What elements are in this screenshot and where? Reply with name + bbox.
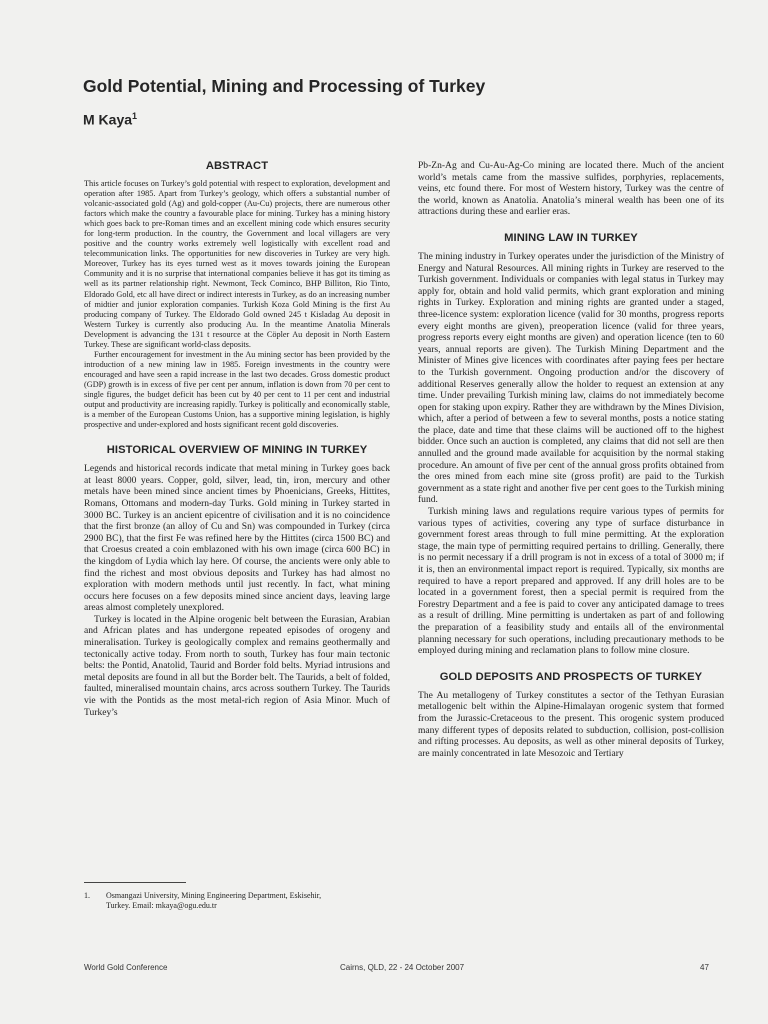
left-column [84,160,390,718]
body-paragraph: Legends and historical records indicate that metal mining in Turkey goes back at least 8000 years. Copper, gold, silver, lead, tin, iron, mercury and other metals have been mined since ancient times by Phoenicians, Greeks, Hittites, Romans, Ottomans and modern-day Turks. Gold mining in Turkey started in 3000 BC. Turkey is an ancient epicentre of civilisation and it is no coincidence that the first bronze (an alloy of Cu and Sn) was compounded in Turkey (circa 2900 BC), that the first Fe was refined here by the Hittites (circa 1500 BC) and that Croesus created a coin emblazoned with his own image (circa 600 BC) in the kingdom of Lydia which lay here. Of course, the ancients were only able to find the richest and most obvious deposits and Turkey has had almost no exploration with modern methods until just recently. In fact, what mining occurs here focuses on a few deposits mined since ancient days, leaving large areas almost completely unexplored. [84,463,390,614]
gold-deposits-heading: GOLD DEPOSITS AND PROSPECTS OF TURKEY [439,670,703,683]
paper-title: Gold Potential, Mining and Processing of Turkey [83,76,486,96]
body-paragraph: Turkey is located in the Alpine orogenic belt between the Eurasian, Arabian and African plates and has undergone repeated episodes of orogeny and mineralisation. Turkey is geologically complex and remains geothermally and tectonically active today. From north to south, Turkey has four main tectonic belts: the Pontid, Anatolid, Taurid and Border fold belts. Myriad intrusions and metal deposits are found in all but the Border belt. The Taurids, a belt of folded, faulted, mineralised mountain chains, arcs across southern Turkey. The Taurids vie with the Pontids as the most metal-rich region of Asia Minor. Much of Turkey’s [84,613,390,718]
footnote-text: Turkey. Email: mkaya@ogu.edu.tr [106,901,217,910]
footer-location-date: Cairns, QLD, 22 - 24 October 2007 [340,963,465,972]
body-paragraph: Pb-Zn-Ag and Cu-Au-Ag-Co mining are located there. Much of the ancient world’s metals came from the massive sulfides, porphyries, replacements, veins, etc found there. For most of Western history, Turkey was the centre of the world, known as Anatolia. Anatolia’s mineral wealth has been one of its attractions during these and earlier eras. [418,160,724,218]
footnote-number: 1. [84,891,90,900]
author-affiliation-marker: 1 [132,111,138,121]
abstract-heading: ABSTRACT [205,160,269,172]
right-column [418,160,724,759]
body-paragraph: The Au metallogeny of Turkey constitutes a sector of the Tethyan Eurasian metallogenic belt within the Alpine-Himalayan orogenic system that formed from the Jurassic-Cretaceous to the present. This orogenic system produced many different types of deposits related to subduction, collision, post-collision and rifting processes. Au deposits, as well as other mineral deposits of Turkey, are mainly concentrated in late Mesozoic and Tertiary [418,689,724,759]
footnote-line [84,901,384,911]
body-paragraph: Turkish mining laws and regulations require various types of permits for various types of activities, covering any type of surface disturbance in government forest areas through to full mine permitting. At the exploration stage, the main type of permitting required pertains to drilling. Generally, there is no permit necessary if a drill program is not in excess of a total of 3000 m; if it is, then an environmental impact report is required. Typically, six months are required to have a report prepared and approved. If any drill holes are to be located in a government forest, then a special permit is required from the Forestry Department and a fee is paid to cover any anticipated damage to trees as a result of drilling. Mine permitting is undertaken as part of and following the preparation of a feasibility study and entails all of the environmental planning necessary for such operations, including precautionary methods to be employed during mining and reclamation plans to follow mine closure. [418,506,724,657]
footnote-divider [84,882,186,883]
author [83,111,137,128]
abstract-paragraph: This article focuses on Turkey’s gold potential with respect to exploration, development and operation after 1985. Apart from Turkey’s geology, which offers a substantial number of volcanic-associated gold (Ag) and gold-copper (Au-Cu) projects, there are numerous other factors which make the country a favourable place for mining. Turkey has a mining history which goes back to pre-Roman times and an excellent mining code which ensures security for long-term production. In the country, the Government and local villagers are very positive and the country works extremely well logistically with excellent road and telecommunication links. The opportunities for new discoveries in Turkey are very high. Moreover, Turkey has its eyes turned west as it moves towards joining the European Community and it is no surprise that international companies believe it has got its timing as well as its partner relationship right. Newmont, Teck Cominco, BHP Billiton, Rio Tinto, Eldorado Gold, etc all have direct or indirect interests in Turkey, as do an increasing number of midtier and junior exploration companies. Turkish Koza Gold Mining is the first Au producing company of Turkey. The Eldorado Gold owned 245 t Kisladag Au deposit in Western Turkey is currently also producing Au. In the meantime Anatolia Minerals Development is advancing the 131 t resource at the Cöpler Au deposit in North Eastern Turkey. These are significant world-class deposits. [84,179,390,349]
abstract-section [84,160,390,430]
continued-section [418,160,724,218]
abstract-paragraph: Further encouragement for investment in the Au mining sector has been provided by the introduction of a new mining law in 1985. Foreign investments in the country were encouraged and have seen a rapid increase in the last two decades. Gross domestic product (GDP) growth is in excess of five per cent per annum, inflation is down from 70 per cent to single figures, the budget deficit has been cut by 40 per cent to 11 per cent and industrial output and productivity are increasing rapidly. Turkey is politically and economically stable, is a member of the European Customs Union, has a supportive mining legislation, is highly prospective and under-explored and hosts significant recent gold discoveries. [84,349,390,430]
author-name: M Kaya [83,111,133,128]
historical-heading: HISTORICAL OVERVIEW OF MINING IN TURKEY [106,444,368,457]
mining-law-heading: MINING LAW IN TURKEY [504,231,638,244]
footnote-line [84,891,384,901]
historical-section [84,444,390,718]
footnote [84,891,384,911]
footer-conference: World Gold Conference [84,963,168,972]
footer-page-number: 47 [700,963,709,972]
body-paragraph: The mining industry in Turkey operates under the jurisdiction of the Ministry of Energy and Natural Resources. All mining rights in Turkey are reserved to the Turkish government. Individuals or companies with legal status in Turkey may apply for, obtain and hold valid permits, which grant exploration and mining rights in Turkey. Exploration and mining rights are granted under a staged, three-licence system: exploration licence (valid for 30 months, progress reports every eight months are given), preoperation licence (valid for three years, progress reports every eight months are given) and operation licence (ten to 60 years, annual reports are given). The Turkish Mining Department and the Minister of Mines give licences with coordinates after paying fees per hectare to the Turkish government. Ongoing production and/or the discovery of additional Reserves generally allow the holder to request an extension at any time. Under prevailing Turkish mining law, claims do not immediately become open for staking upon expiry. Rather they are withdrawn by the Mines Division, which, after a period of between a few to several months, posts a notice stating the place, date and time that these claims will be auctioned off to the highest bidder. Once such an auction is completed, any claims that did not sell are then annulled and the ground made available for acquisition by the normal staking procedure. An amount of five per cent of the annual gross profits obtained from the ores mined from each mine site (gross profit) are paid to the Turkish government as a state right and another five per cent goes to the Turkish mining fund. [418,250,724,506]
gold-deposits-section [418,671,724,760]
mining-law-section [418,232,724,657]
footnote-text: Osmangazi University, Mining Engineering Department, Eskisehir, [106,891,322,900]
